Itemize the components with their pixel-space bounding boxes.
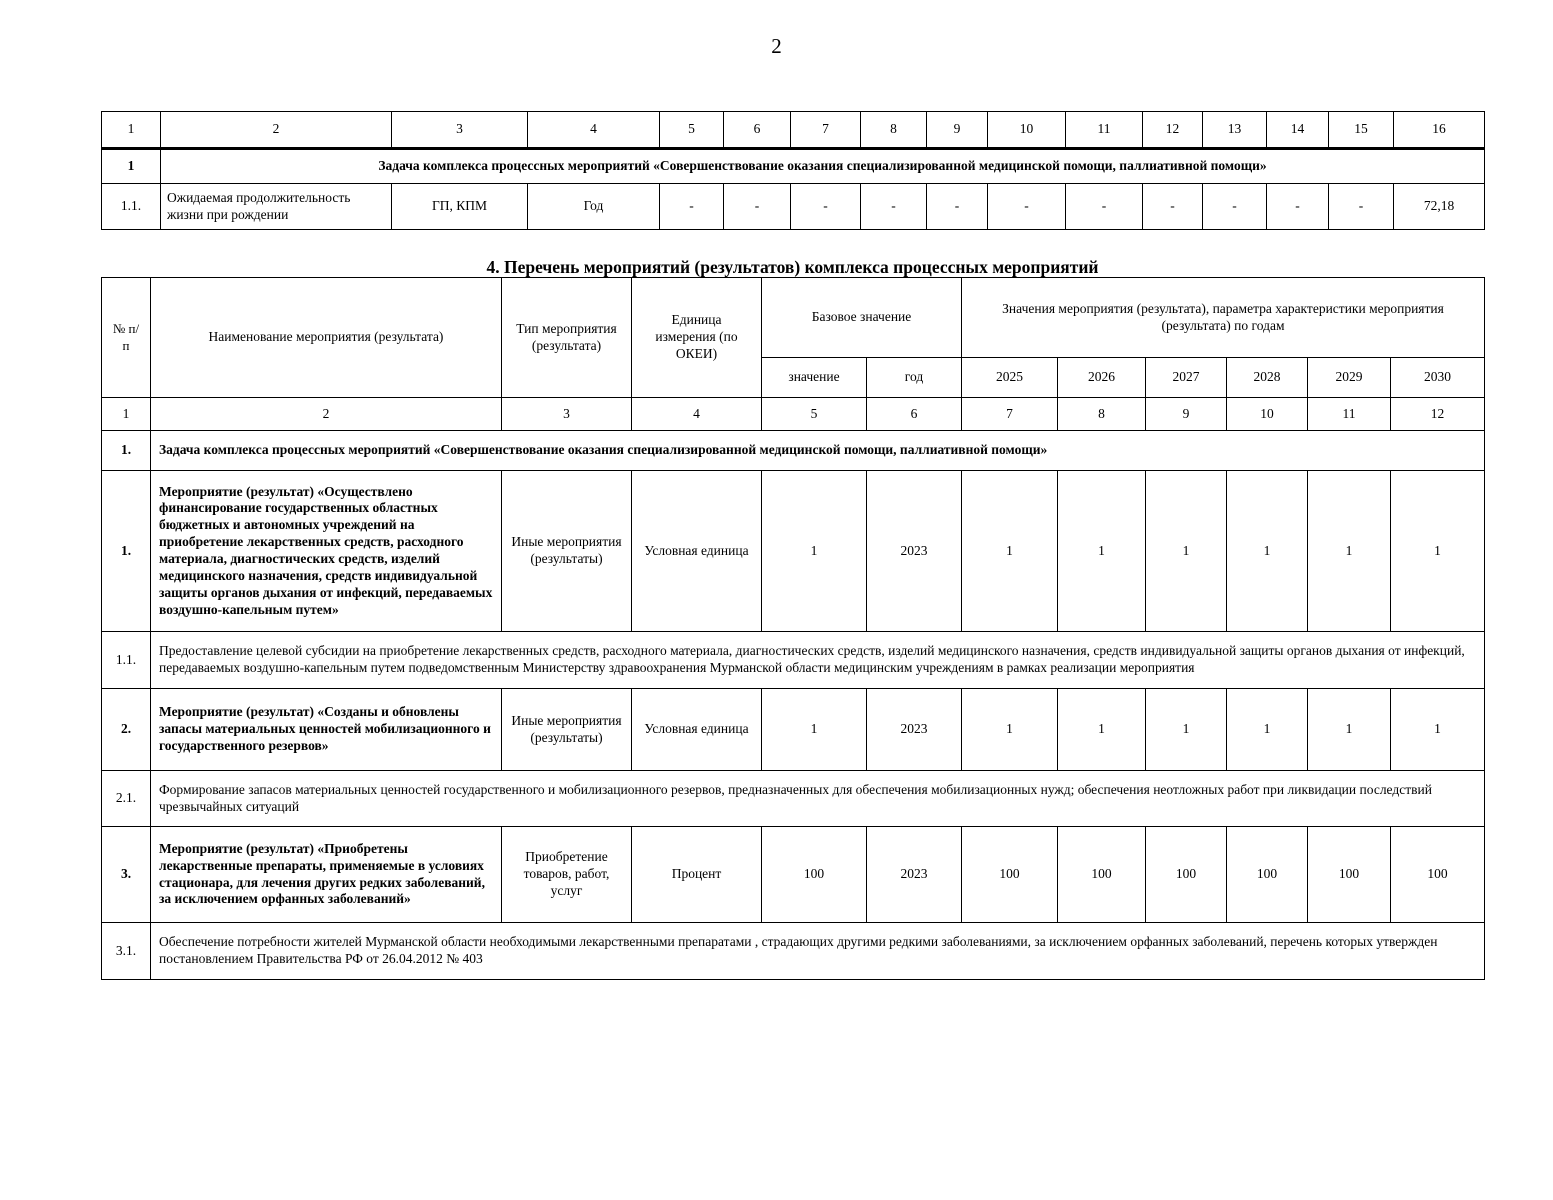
description-number: 2.1. <box>102 771 151 827</box>
page-number: 2 <box>771 34 782 58</box>
column-number: 11 <box>1308 398 1391 431</box>
column-number: 1 <box>102 398 151 431</box>
header-number: № п/п <box>102 278 151 398</box>
measure-description-row <box>102 771 1485 827</box>
description-text: Обеспечение потребности жителей Мурманской области необходимыми лекарственными препаратами , страдающих другими редкими заболеваниями, за исключением орфанных заболеваний, перечень которых утвержден постановлением Правительства РФ от 26.04.2012 № 403 <box>151 923 1485 980</box>
measure-base-value: 1 <box>762 689 867 771</box>
measure-name: Мероприятие (результат) «Созданы и обновлены запасы материальных ценностей мобилизационного и государственного резервов» <box>151 689 502 771</box>
header-row <box>102 278 1485 358</box>
indicator-level: ГП, КПМ <box>392 184 528 230</box>
measure-type: Иные мероприятия (результаты) <box>502 471 632 632</box>
measure-year-value: 1 <box>1391 471 1485 632</box>
column-number: 7 <box>962 398 1058 431</box>
measure-row <box>102 471 1485 632</box>
measure-year-value: 100 <box>1308 827 1391 923</box>
measure-year-value: 1 <box>1058 471 1146 632</box>
measure-year-value: 100 <box>1146 827 1227 923</box>
measure-base-year: 2023 <box>867 827 962 923</box>
column-number: 7 <box>791 112 861 149</box>
indicator-row <box>102 184 1485 230</box>
indicator-table <box>101 111 1485 230</box>
column-number: 2 <box>151 398 502 431</box>
column-number: 9 <box>927 112 988 149</box>
column-number: 8 <box>861 112 927 149</box>
measure-base-year: 2023 <box>867 689 962 771</box>
header-year: 2026 <box>1058 358 1146 398</box>
column-number: 16 <box>1394 112 1485 149</box>
section-title: 4. Перечень мероприятий (результатов) комплекса процессных мероприятий <box>486 257 1099 277</box>
header-base-value: значение <box>762 358 867 398</box>
header-year: 2028 <box>1227 358 1308 398</box>
measure-base-value: 100 <box>762 827 867 923</box>
header-name: Наименование мероприятия (результата) <box>151 278 502 398</box>
indicator-name: Ожидаемая продолжительность жизни при рождении <box>161 184 392 230</box>
task-number: 1 <box>102 149 161 184</box>
measure-number: 3. <box>102 827 151 923</box>
column-number: 12 <box>1143 112 1203 149</box>
column-numbers-row <box>102 398 1485 431</box>
description-number: 1.1. <box>102 632 151 689</box>
measure-year-value: 1 <box>1391 689 1485 771</box>
column-number: 15 <box>1329 112 1394 149</box>
header-year: 2029 <box>1308 358 1391 398</box>
indicator-value: - <box>1203 184 1267 230</box>
header-years-title: Значения мероприятия (результата), параметра характеристики мероприятия (результата) по годам <box>962 278 1485 358</box>
indicator-value: - <box>1267 184 1329 230</box>
indicator-unit: Год <box>528 184 660 230</box>
measure-base-value: 1 <box>762 471 867 632</box>
measure-description-row <box>102 923 1485 980</box>
measure-year-value: 1 <box>1308 689 1391 771</box>
task-row <box>102 431 1485 471</box>
column-number: 13 <box>1203 112 1267 149</box>
measure-year-value: 1 <box>1227 689 1308 771</box>
column-number: 4 <box>632 398 762 431</box>
measure-year-value: 1 <box>962 471 1058 632</box>
measure-year-value: 100 <box>1058 827 1146 923</box>
description-text: Предоставление целевой субсидии на приобретение лекарственных средств, расходного материала, диагностических средств, изделий медицинского назначения, средств индивидуальной защиты органов дыхания от инфекций, передаваемых воздушно-капельным путем подведомственным Министерству здравоохранения Мурманской области медицинским учреждениям в рамках реализации мероприятия <box>151 632 1485 689</box>
column-number: 10 <box>988 112 1066 149</box>
task-row <box>102 149 1485 184</box>
header-year: 2030 <box>1391 358 1485 398</box>
task-title: Задача комплекса процессных мероприятий «Совершенствование оказания специализированной медицинской помощи, паллиативной помощи» <box>151 431 1485 471</box>
column-number: 2 <box>161 112 392 149</box>
column-numbers-row <box>102 112 1485 149</box>
indicator-value: - <box>861 184 927 230</box>
header-base: Базовое значение <box>762 278 962 358</box>
column-number: 6 <box>724 112 791 149</box>
measure-year-value: 1 <box>962 689 1058 771</box>
column-number: 4 <box>528 112 660 149</box>
measure-unit: Процент <box>632 827 762 923</box>
measure-name: Мероприятие (результат) «Приобретены лекарственные препараты, применяемые в условиях стационара, для лечения других редких заболеваний, за исключением орфанных заболеваний» <box>151 827 502 923</box>
column-number: 14 <box>1267 112 1329 149</box>
column-number: 5 <box>762 398 867 431</box>
column-number: 12 <box>1391 398 1485 431</box>
description-number: 3.1. <box>102 923 151 980</box>
indicator-value: - <box>660 184 724 230</box>
measure-year-value: 100 <box>1391 827 1485 923</box>
measure-year-value: 1 <box>1308 471 1391 632</box>
measure-description-row <box>102 632 1485 689</box>
column-number: 3 <box>502 398 632 431</box>
measure-number: 1. <box>102 471 151 632</box>
indicator-value: - <box>791 184 861 230</box>
description-text: Формирование запасов материальных ценностей государственного и мобилизационного резервов, предназначенных для обеспечения мобилизационных нужд; обеспечения неотложных работ при ликвидации последствий чрезвычайных ситуаций <box>151 771 1485 827</box>
header-year: 2025 <box>962 358 1058 398</box>
column-number: 5 <box>660 112 724 149</box>
header-unit: Единица измерения (по ОКЕИ) <box>632 278 762 398</box>
measure-year-value: 1 <box>1146 689 1227 771</box>
measure-unit: Условная единица <box>632 471 762 632</box>
indicator-final-value: 72,18 <box>1394 184 1485 230</box>
measure-row <box>102 827 1485 923</box>
measure-unit: Условная единица <box>632 689 762 771</box>
indicator-value: - <box>724 184 791 230</box>
header-base-year: год <box>867 358 962 398</box>
header-year: 2027 <box>1146 358 1227 398</box>
column-number: 11 <box>1066 112 1143 149</box>
indicator-value: - <box>1329 184 1394 230</box>
indicator-value: - <box>1066 184 1143 230</box>
indicator-value: - <box>927 184 988 230</box>
measure-year-value: 1 <box>1146 471 1227 632</box>
measures-table <box>101 277 1485 980</box>
measure-base-year: 2023 <box>867 471 962 632</box>
measure-type: Иные мероприятия (результаты) <box>502 689 632 771</box>
row-number: 1.1. <box>102 184 161 230</box>
column-number: 10 <box>1227 398 1308 431</box>
column-number: 8 <box>1058 398 1146 431</box>
measure-number: 2. <box>102 689 151 771</box>
task-title: Задача комплекса процессных мероприятий «Совершенствование оказания специализированной медицинской помощи, паллиативной помощи» <box>161 149 1485 184</box>
indicator-value: - <box>1143 184 1203 230</box>
header-type: Тип мероприятия (результата) <box>502 278 632 398</box>
measure-year-value: 100 <box>962 827 1058 923</box>
column-number: 9 <box>1146 398 1227 431</box>
measure-name: Мероприятие (результат) «Осуществлено финансирование государственных областных бюджетных и автономных учреждений на приобретение лекарственных средств, расходного материала, диагностических средств, изделий медицинского назначения, средств индивидуальной защиты органов дыхания от инфекций, передаваемых воздушно-капельным путем» <box>151 471 502 632</box>
column-number: 3 <box>392 112 528 149</box>
measure-year-value: 1 <box>1227 471 1308 632</box>
measure-type: Приобретение товаров, работ, услуг <box>502 827 632 923</box>
task-number: 1. <box>102 431 151 471</box>
measure-row <box>102 689 1485 771</box>
column-number: 1 <box>102 112 161 149</box>
measure-year-value: 100 <box>1227 827 1308 923</box>
column-number: 6 <box>867 398 962 431</box>
indicator-value: - <box>988 184 1066 230</box>
measure-year-value: 1 <box>1058 689 1146 771</box>
